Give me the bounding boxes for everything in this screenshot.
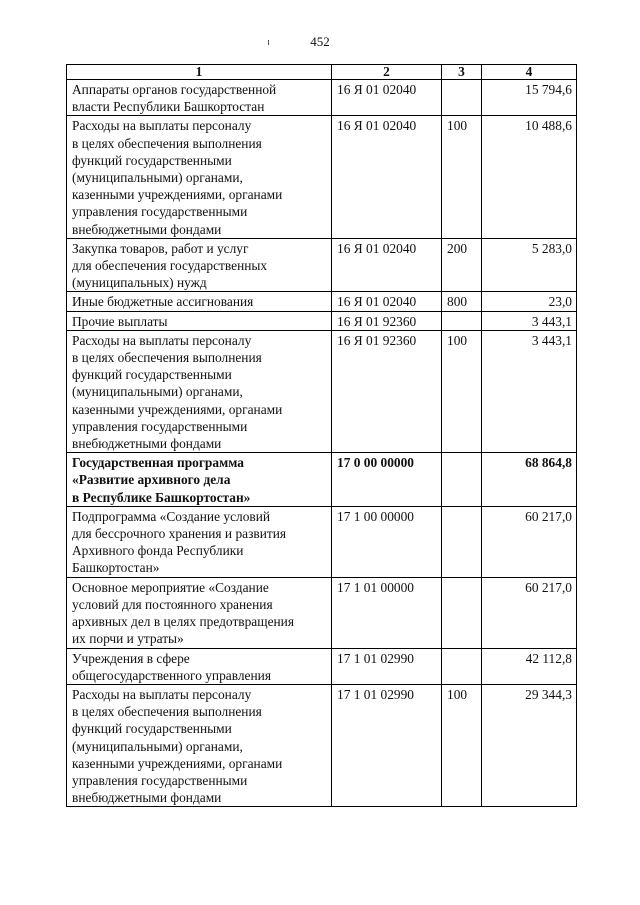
row-code-cell: 16 Я 01 02040 [332, 292, 442, 311]
row-type-cell [442, 506, 482, 577]
row-name-cell: Прочие выплаты [67, 311, 332, 330]
row-code-cell: 16 Я 01 92360 [332, 330, 442, 452]
column-header-2: 2 [332, 65, 442, 80]
row-code-cell: 16 Я 01 02040 [332, 80, 442, 116]
row-name-cell: Закупка товаров, работ и услуг для обеспечения государственных (муниципальных) нужд [67, 238, 332, 292]
row-code-cell: 16 Я 01 92360 [332, 311, 442, 330]
row-amount-cell: 10 488,6 [482, 116, 577, 238]
row-name-cell: Учреждения в сфере общегосударственного управления [67, 648, 332, 684]
row-name-cell: Расходы на выплаты персоналу в целях обеспечения выполнения функций государственными (муниципальными) органами, казенными учреждениями, органами управления государственными внебюджетными фондами [67, 116, 332, 238]
row-code-cell: 17 0 00 00000 [332, 453, 442, 507]
table-row [67, 238, 577, 292]
row-amount-cell: 3 443,1 [482, 311, 577, 330]
row-code-cell: 17 1 00 00000 [332, 506, 442, 577]
column-header-3: 3 [442, 65, 482, 80]
row-amount-cell: 29 344,3 [482, 684, 577, 806]
row-type-cell: 800 [442, 292, 482, 311]
row-name-cell: Подпрограмма «Создание условий для бессрочного хранения и развития Архивного фонда Республики Башкортостан» [67, 506, 332, 577]
page-number: 452 [310, 34, 330, 49]
row-amount-cell: 68 864,8 [482, 453, 577, 507]
scan-mark [268, 40, 269, 45]
row-name-cell: Государственная программа «Развитие архивного дела в Республике Башкортостан» [67, 453, 332, 507]
row-type-cell [442, 577, 482, 648]
table-row [67, 292, 577, 311]
row-amount-cell: 60 217,0 [482, 577, 577, 648]
table-row [67, 116, 577, 238]
column-header-1: 1 [67, 65, 332, 80]
table-header-row [67, 65, 577, 80]
row-name-cell: Основное мероприятие «Создание условий для постоянного хранения архивных дел в целях предотвращения их порчи и утраты» [67, 577, 332, 648]
row-amount-cell: 23,0 [482, 292, 577, 311]
row-code-cell: 17 1 01 02990 [332, 648, 442, 684]
row-type-cell [442, 648, 482, 684]
row-code-cell: 17 1 01 00000 [332, 577, 442, 648]
column-header-4: 4 [482, 65, 577, 80]
row-amount-cell: 5 283,0 [482, 238, 577, 292]
table-row [67, 330, 577, 452]
row-amount-cell: 60 217,0 [482, 506, 577, 577]
table-row [67, 80, 577, 116]
row-amount-cell: 15 794,6 [482, 80, 577, 116]
row-name-cell: Аппараты органов государственной власти Республики Башкортостан [67, 80, 332, 116]
row-amount-cell: 42 112,8 [482, 648, 577, 684]
table-row [67, 311, 577, 330]
row-amount-cell: 3 443,1 [482, 330, 577, 452]
row-code-cell: 16 Я 01 02040 [332, 238, 442, 292]
budget-table [66, 64, 577, 807]
row-type-cell [442, 311, 482, 330]
row-code-cell: 16 Я 01 02040 [332, 116, 442, 238]
row-code-cell: 17 1 01 02990 [332, 684, 442, 806]
table-row [67, 684, 577, 806]
row-type-cell: 100 [442, 684, 482, 806]
row-name-cell: Иные бюджетные ассигнования [67, 292, 332, 311]
row-type-cell: 100 [442, 116, 482, 238]
table-row [67, 506, 577, 577]
table-row [67, 648, 577, 684]
table-row [67, 453, 577, 507]
row-name-cell: Расходы на выплаты персоналу в целях обеспечения выполнения функций государственными (муниципальными) органами, казенными учреждениями, органами управления государственными внебюджетными фондами [67, 330, 332, 452]
row-type-cell [442, 453, 482, 507]
row-type-cell: 100 [442, 330, 482, 452]
row-type-cell: 200 [442, 238, 482, 292]
row-name-cell: Расходы на выплаты персоналу в целях обеспечения выполнения функций государственными (муниципальными) органами, казенными учреждениями, органами управления государственными внебюджетными фондами [67, 684, 332, 806]
row-type-cell [442, 80, 482, 116]
table-row [67, 577, 577, 648]
